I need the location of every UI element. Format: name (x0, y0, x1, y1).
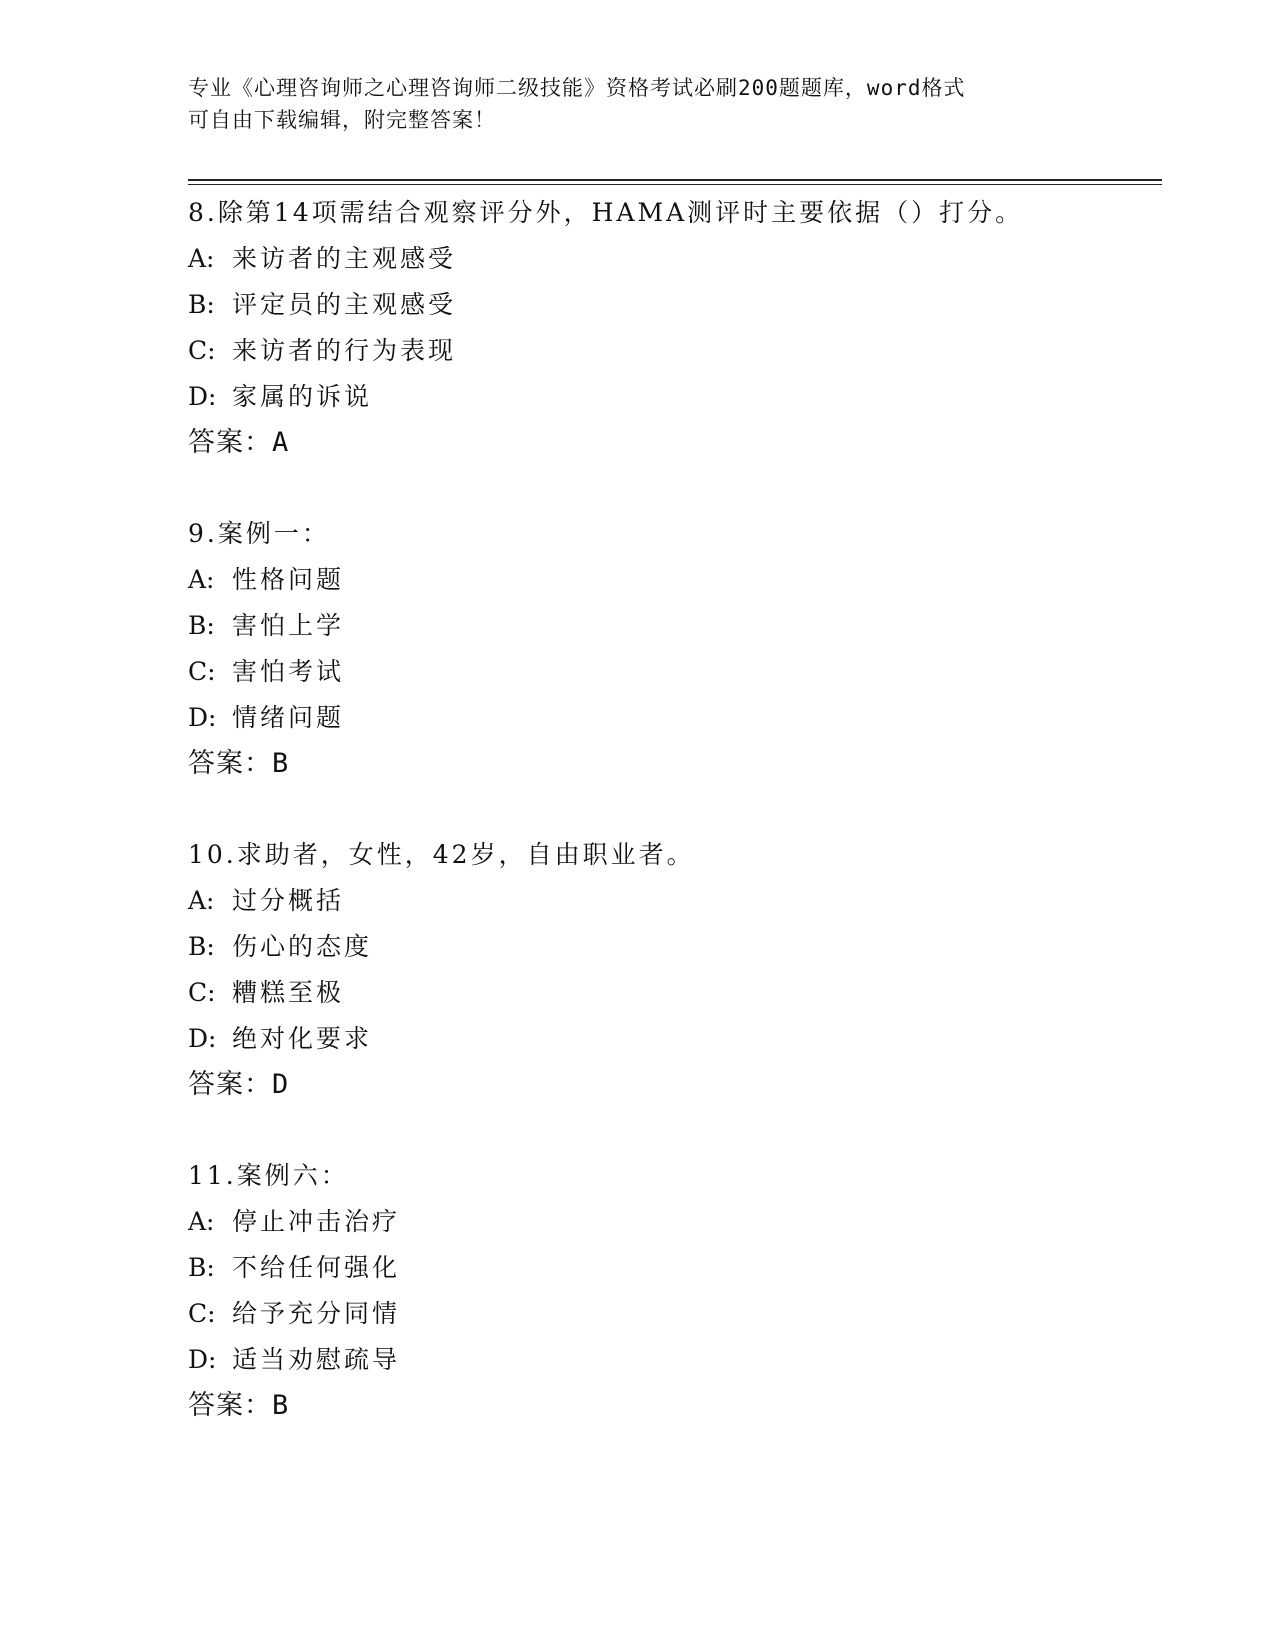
header-divider-thin (188, 184, 1162, 185)
question-8 (188, 190, 1162, 466)
option-c (188, 970, 1162, 1016)
option-key: A: (188, 886, 215, 915)
question-stem: 8.除第14项需结合观察评分外，HAMA测评时主要依据（）打分。 (188, 198, 1024, 227)
option-text: 害怕考试 (232, 657, 345, 686)
option-key: C: (188, 336, 216, 365)
header-line-1: 专业《心理咨询师之心理咨询师二级技能》资格考试必刷200题题库，word格式 (188, 76, 966, 100)
option-a (188, 1199, 1162, 1245)
option-b (188, 1245, 1162, 1291)
question-9 (188, 511, 1162, 787)
question-stem: 9.案例一： (188, 519, 330, 548)
option-a (188, 878, 1162, 924)
option-d (188, 374, 1162, 420)
option-key: D: (188, 703, 217, 732)
question-stem: 10.求助者，女性，42岁，自由职业者。 (188, 840, 695, 869)
option-key: A: (188, 244, 215, 273)
option-a (188, 557, 1162, 603)
option-text: 伤心的态度 (232, 932, 373, 961)
option-text: 绝对化要求 (232, 1024, 373, 1053)
question-list (188, 190, 1162, 1474)
option-key: A: (188, 1207, 215, 1236)
option-key: A: (188, 565, 215, 594)
option-text: 情绪问题 (232, 703, 345, 732)
option-c (188, 1291, 1162, 1337)
option-text: 来访者的主观感受 (232, 244, 457, 273)
option-c (188, 649, 1162, 695)
answer: 答案：A (188, 427, 290, 458)
document-header (188, 72, 1088, 136)
option-text: 给予充分同情 (232, 1299, 401, 1328)
option-text: 过分概括 (232, 886, 345, 915)
option-a (188, 236, 1162, 282)
option-b (188, 924, 1162, 970)
option-text: 停止冲击治疗 (232, 1207, 401, 1236)
option-text: 来访者的行为表现 (232, 336, 457, 365)
option-key: B: (188, 611, 215, 640)
question-11 (188, 1153, 1162, 1429)
option-b (188, 603, 1162, 649)
answer: 答案：D (188, 1069, 290, 1100)
answer: 答案：B (188, 748, 290, 779)
option-d (188, 695, 1162, 741)
header-line-2: 可自由下载编辑，附完整答案！ (188, 108, 496, 132)
option-key: B: (188, 932, 215, 961)
option-text: 不给任何强化 (232, 1253, 401, 1282)
option-key: D: (188, 1345, 217, 1374)
option-c (188, 328, 1162, 374)
option-key: C: (188, 978, 216, 1007)
option-text: 家属的诉说 (232, 382, 373, 411)
question-stem: 11.案例六： (188, 1161, 349, 1190)
option-d (188, 1337, 1162, 1383)
option-key: D: (188, 1024, 217, 1053)
option-text: 糟糕至极 (232, 978, 345, 1007)
option-text: 害怕上学 (232, 611, 345, 640)
option-key: C: (188, 1299, 216, 1328)
option-key: B: (188, 290, 215, 319)
header-divider-thick (188, 179, 1162, 181)
option-text: 适当劝慰疏导 (232, 1345, 401, 1374)
answer: 答案：B (188, 1390, 290, 1421)
option-b (188, 282, 1162, 328)
option-d (188, 1016, 1162, 1062)
option-text: 性格问题 (232, 565, 345, 594)
option-key: D: (188, 382, 217, 411)
question-10 (188, 832, 1162, 1108)
option-text: 评定员的主观感受 (232, 290, 457, 319)
option-key: B: (188, 1253, 215, 1282)
option-key: C: (188, 657, 216, 686)
